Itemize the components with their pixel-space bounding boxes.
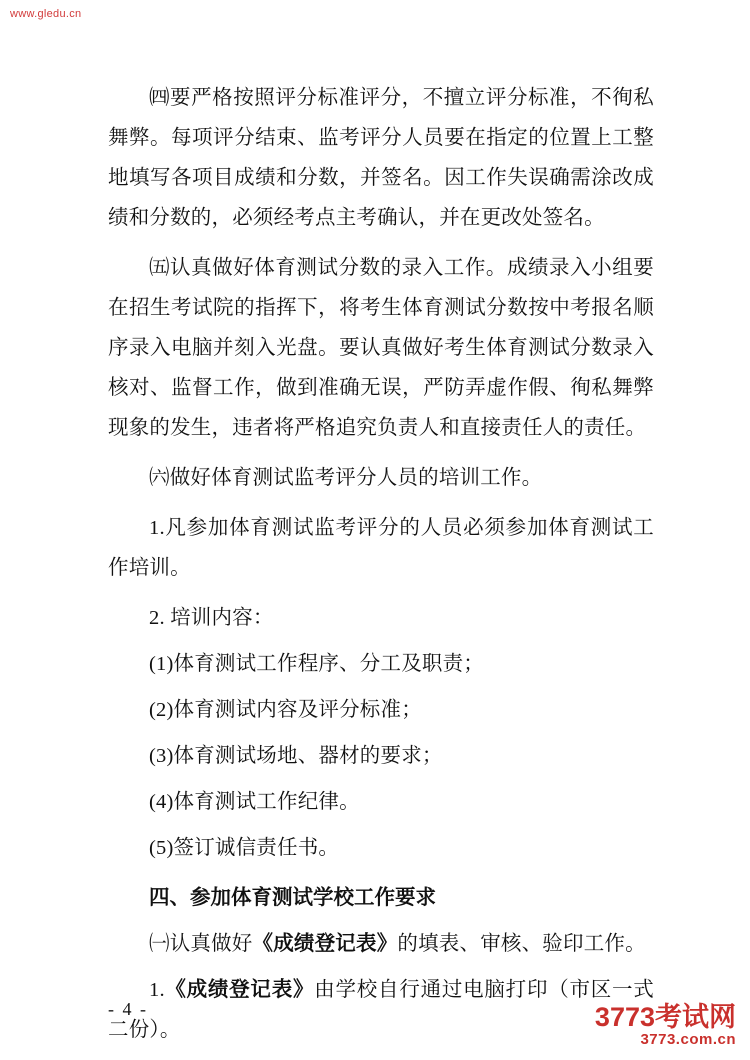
section-heading-four: 四、参加体育测试学校工作要求 <box>149 886 436 909</box>
section-item-1-prefix: ㈠认真做好 <box>149 933 253 955</box>
section-item-2 <box>108 970 654 1050</box>
paragraph-4: ㈣要严格按照评分标准评分，不擅立评分标准，不徇私舞弊。每项评分结束、监考评分人员要在指定的位置上工整地填写各项目成绩和分数，并签名。因工作失误确需涂改成绩和分数的，必须经考点主考确认，并在更改处签名。 <box>108 87 654 229</box>
section-item-1-suffix: 的填表、审核、验印工作。 <box>397 933 646 955</box>
page-number: - 4 - <box>108 999 148 1019</box>
section-item-2-suffix: 由学校自行通过电脑打印（市区一式二份）。 <box>108 979 654 1041</box>
training-sub-item-1: (1)体育测试工作程序、分工及职责； <box>149 653 485 675</box>
paragraph-5: ㈤认真做好体育测试分数的录入工作。成绩录入小组要在招生考试院的指挥下，将考生体育测试分数按中考报名顺序录入电脑并刻入光盘。要认真做好考生体育测试分数录入核对、监督工作，做到准确无误，严防弄虚作假、徇私舞弊现象的发生，违者将严格追究负责人和直接责任人的责任。 <box>108 257 654 439</box>
section-item-2-bold: 《成绩登记表》 <box>164 978 315 1001</box>
section-item-1-bold: 《成绩登记表》 <box>252 932 398 955</box>
watermark-bottom-right <box>595 1003 736 1048</box>
watermark-top-left: www.gledu.cn <box>10 8 82 20</box>
training-item-1: 1.凡参加体育测试监考评分的人员必须参加体育测试工作培训。 <box>108 517 654 579</box>
training-sub-item-4: (4)体育测试工作纪律。 <box>149 791 360 813</box>
document-body <box>108 78 654 1050</box>
watermark-bottom-sub: 3773.com.cn <box>640 1031 736 1049</box>
watermark-bottom-main: 3773考试网 <box>594 1001 736 1032</box>
training-sub-item-2: (2)体育测试内容及评分标准； <box>149 699 422 721</box>
paragraph-6: ㈥做好体育测试监考评分人员的培训工作。 <box>149 467 543 489</box>
training-item-2: 2. 培训内容： <box>149 607 274 629</box>
training-sub-item-3: (3)体育测试场地、器材的要求； <box>149 745 443 767</box>
section-item-1 <box>108 924 654 964</box>
training-sub-item-5: (5)签订诚信责任书。 <box>149 837 340 859</box>
section-item-2-prefix: 1. <box>149 979 165 1001</box>
